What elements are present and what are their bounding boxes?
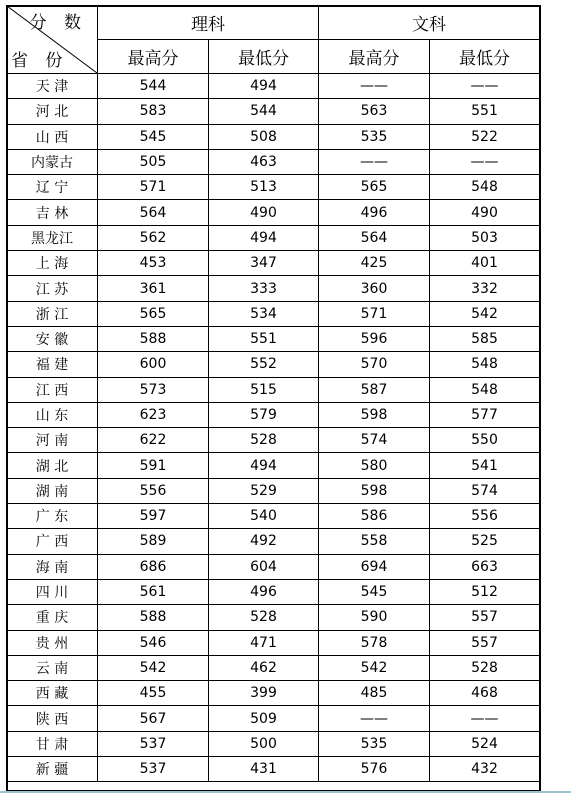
science-max-cell: 591 (98, 453, 209, 478)
arts-min-cell: 663 (430, 554, 540, 579)
province-cell: 内蒙古 (7, 149, 98, 174)
science-max-cell: 537 (98, 731, 209, 756)
arts-min-cell: 401 (430, 251, 540, 276)
arts-max-cell: 571 (319, 301, 430, 326)
arts-max-cell: 496 (319, 200, 430, 225)
science-max-cell: 542 (98, 655, 209, 680)
table-row (7, 428, 540, 453)
science-max-cell: 505 (98, 149, 209, 174)
arts-min-cell: 528 (430, 655, 540, 680)
science-max-cell: 556 (98, 478, 209, 503)
science-min-cell: 333 (209, 276, 319, 301)
science-min-cell: 347 (209, 251, 319, 276)
province-cell: 广 东 (7, 504, 98, 529)
science-min-cell: 462 (209, 655, 319, 680)
arts-min-cell: 468 (430, 681, 540, 706)
arts-max-cell: 574 (319, 428, 430, 453)
arts-max-cell: 563 (319, 99, 430, 124)
province-cell: 云 南 (7, 655, 98, 680)
bottom-rule (0, 791, 571, 793)
province-cell: 四 川 (7, 579, 98, 604)
arts-max-cell: 590 (319, 605, 430, 630)
arts-min-cell: 332 (430, 276, 540, 301)
arts-max-cell: —— (319, 149, 430, 174)
science-min-cell: 544 (209, 99, 319, 124)
science-max-cell: 589 (98, 529, 209, 554)
arts-min-cell: —— (430, 149, 540, 174)
arts-min-cell: 548 (430, 352, 540, 377)
arts-min-cell: 522 (430, 124, 540, 149)
province-cell: 陕 西 (7, 706, 98, 731)
arts-min-cell: 577 (430, 402, 540, 427)
science-min-cell: 494 (209, 453, 319, 478)
table-row (7, 655, 540, 680)
table-row (7, 301, 540, 326)
province-cell: 河 北 (7, 99, 98, 124)
province-cell: 福 建 (7, 352, 98, 377)
science-min-cell: 492 (209, 529, 319, 554)
science-max-cell: 623 (98, 402, 209, 427)
science-max-cell: 565 (98, 301, 209, 326)
science-max-cell: 544 (98, 74, 209, 99)
science-max-cell: 564 (98, 200, 209, 225)
table-row (7, 605, 540, 630)
table-row (7, 529, 540, 554)
table-row (7, 757, 540, 782)
science-min-cell: 496 (209, 579, 319, 604)
science-min-cell: 508 (209, 124, 319, 149)
province-cell: 贵 州 (7, 630, 98, 655)
province-cell: 浙 江 (7, 301, 98, 326)
arts-min-cell: 585 (430, 326, 540, 351)
science-max-cell: 361 (98, 276, 209, 301)
science-max-cell: 597 (98, 504, 209, 529)
province-cell: 上 海 (7, 251, 98, 276)
science-min-cell: 528 (209, 428, 319, 453)
science-max-cell: 571 (98, 175, 209, 200)
table-row (7, 504, 540, 529)
arts-max-cell: 578 (319, 630, 430, 655)
arts-max-cell: 545 (319, 579, 430, 604)
province-cell: 河 南 (7, 428, 98, 453)
table-row (7, 681, 540, 706)
corner-score-label: 分 数 (29, 13, 87, 33)
table-row (7, 402, 540, 427)
arts-min-cell: 525 (430, 529, 540, 554)
table-row (7, 377, 540, 402)
science-min-cell: 579 (209, 402, 319, 427)
col-header-arts-max: 最高分 (319, 40, 430, 74)
science-max-cell: 588 (98, 605, 209, 630)
province-cell: 江 西 (7, 377, 98, 402)
arts-max-cell: 360 (319, 276, 430, 301)
arts-min-cell: 574 (430, 478, 540, 503)
science-min-cell: 515 (209, 377, 319, 402)
arts-min-cell: —— (430, 706, 540, 731)
science-max-cell: 545 (98, 124, 209, 149)
arts-min-cell: 541 (430, 453, 540, 478)
arts-max-cell: 580 (319, 453, 430, 478)
arts-max-cell: 576 (319, 757, 430, 782)
province-cell: 新 疆 (7, 757, 98, 782)
arts-max-cell: 558 (319, 529, 430, 554)
science-min-cell: 534 (209, 301, 319, 326)
province-cell: 天 津 (7, 74, 98, 99)
science-max-cell: 453 (98, 251, 209, 276)
col-header-science-max: 最高分 (98, 40, 209, 74)
table-row (7, 74, 540, 99)
table-row (7, 352, 540, 377)
table-row (7, 326, 540, 351)
science-min-cell: 540 (209, 504, 319, 529)
table-row (7, 478, 540, 503)
science-max-cell: 546 (98, 630, 209, 655)
science-min-cell: 494 (209, 74, 319, 99)
arts-min-cell: 548 (430, 175, 540, 200)
arts-max-cell: 565 (319, 175, 430, 200)
province-cell: 山 东 (7, 402, 98, 427)
arts-max-cell: 694 (319, 554, 430, 579)
col-header-science-min: 最低分 (209, 40, 319, 74)
science-max-cell: 573 (98, 377, 209, 402)
science-min-cell: 509 (209, 706, 319, 731)
province-cell: 山 西 (7, 124, 98, 149)
science-max-cell: 686 (98, 554, 209, 579)
arts-max-cell: 598 (319, 478, 430, 503)
table-row (7, 149, 540, 174)
science-min-cell: 490 (209, 200, 319, 225)
arts-max-cell: 596 (319, 326, 430, 351)
science-min-cell: 552 (209, 352, 319, 377)
table-row (7, 225, 540, 250)
arts-max-cell: 570 (319, 352, 430, 377)
arts-max-cell: 564 (319, 225, 430, 250)
arts-min-cell: 542 (430, 301, 540, 326)
science-max-cell: 561 (98, 579, 209, 604)
arts-min-cell: 432 (430, 757, 540, 782)
arts-min-cell: —— (430, 74, 540, 99)
arts-min-cell: 556 (430, 504, 540, 529)
science-min-cell: 604 (209, 554, 319, 579)
table-row (7, 579, 540, 604)
arts-min-cell: 548 (430, 377, 540, 402)
arts-min-cell: 557 (430, 630, 540, 655)
table-row (7, 200, 540, 225)
science-max-cell: 562 (98, 225, 209, 250)
science-max-cell: 537 (98, 757, 209, 782)
corner-province-label: 省 份 (11, 51, 69, 71)
science-min-cell: 471 (209, 630, 319, 655)
arts-max-cell: 425 (319, 251, 430, 276)
score-table (6, 5, 540, 782)
province-cell: 湖 南 (7, 478, 98, 503)
science-min-cell: 529 (209, 478, 319, 503)
science-max-cell: 583 (98, 99, 209, 124)
arts-min-cell: 512 (430, 579, 540, 604)
science-max-cell: 455 (98, 681, 209, 706)
arts-max-cell: 485 (319, 681, 430, 706)
arts-max-cell: 587 (319, 377, 430, 402)
table-row (7, 124, 540, 149)
table-row (7, 706, 540, 731)
science-min-cell: 494 (209, 225, 319, 250)
arts-min-cell: 550 (430, 428, 540, 453)
province-cell: 江 苏 (7, 276, 98, 301)
science-min-cell: 399 (209, 681, 319, 706)
arts-min-cell: 551 (430, 99, 540, 124)
group-header-science: 理科 (98, 6, 319, 40)
arts-max-cell: 586 (319, 504, 430, 529)
science-min-cell: 528 (209, 605, 319, 630)
province-cell: 黑龙江 (7, 225, 98, 250)
science-min-cell: 551 (209, 326, 319, 351)
arts-min-cell: 524 (430, 731, 540, 756)
arts-max-cell: —— (319, 74, 430, 99)
science-min-cell: 513 (209, 175, 319, 200)
province-cell: 广 西 (7, 529, 98, 554)
arts-min-cell: 503 (430, 225, 540, 250)
province-cell: 甘 肃 (7, 731, 98, 756)
corner-header-cell (7, 6, 98, 74)
header-row-groups (7, 6, 540, 40)
province-cell: 海 南 (7, 554, 98, 579)
province-cell: 辽 宁 (7, 175, 98, 200)
province-cell: 湖 北 (7, 453, 98, 478)
science-min-cell: 431 (209, 757, 319, 782)
table-row (7, 731, 540, 756)
table-row (7, 630, 540, 655)
table-row (7, 251, 540, 276)
science-max-cell: 600 (98, 352, 209, 377)
group-header-liberal-arts: 文科 (319, 6, 540, 40)
table-row (7, 175, 540, 200)
arts-min-cell: 557 (430, 605, 540, 630)
score-table-frame (6, 5, 539, 790)
province-cell: 西 藏 (7, 681, 98, 706)
arts-max-cell: 535 (319, 124, 430, 149)
col-header-arts-min: 最低分 (430, 40, 540, 74)
arts-max-cell: 542 (319, 655, 430, 680)
arts-max-cell: —— (319, 706, 430, 731)
science-max-cell: 622 (98, 428, 209, 453)
arts-max-cell: 598 (319, 402, 430, 427)
arts-min-cell: 490 (430, 200, 540, 225)
table-row (7, 99, 540, 124)
science-max-cell: 567 (98, 706, 209, 731)
province-cell: 重 庆 (7, 605, 98, 630)
table-row (7, 453, 540, 478)
province-cell: 吉 林 (7, 200, 98, 225)
science-min-cell: 500 (209, 731, 319, 756)
table-row (7, 276, 540, 301)
science-min-cell: 463 (209, 149, 319, 174)
table-row (7, 554, 540, 579)
arts-max-cell: 535 (319, 731, 430, 756)
province-cell: 安 徽 (7, 326, 98, 351)
science-max-cell: 588 (98, 326, 209, 351)
